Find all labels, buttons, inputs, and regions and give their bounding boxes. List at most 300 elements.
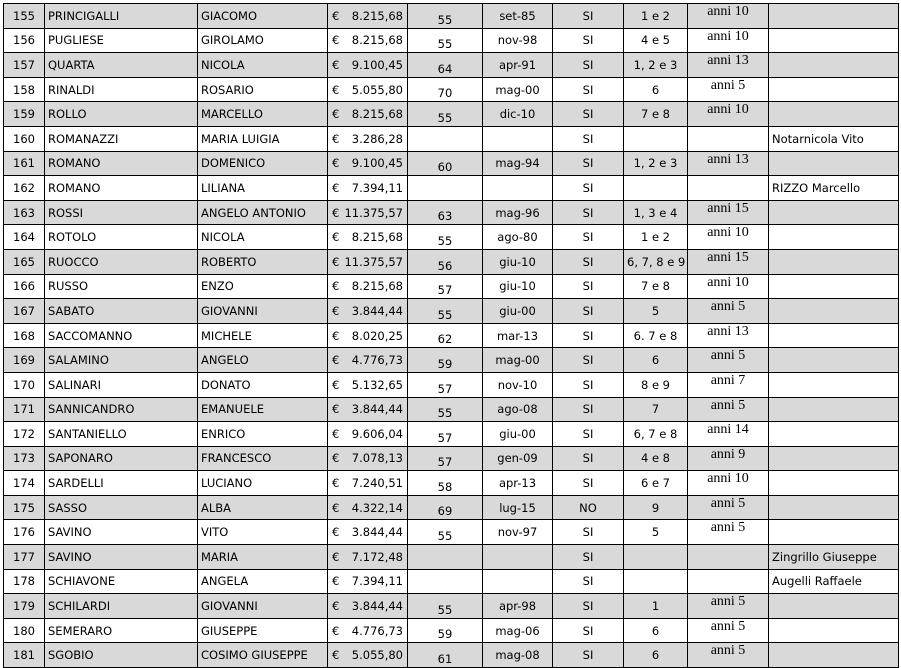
anni-cell xyxy=(688,545,769,570)
anni-cell: anni 10 xyxy=(688,102,769,127)
amount-cell xyxy=(328,53,408,78)
first-name-cell: LUCIANO xyxy=(198,471,328,496)
surname-cell: SALAMINO xyxy=(45,348,198,373)
anni-cell: anni 5 xyxy=(688,77,769,102)
amount-cell xyxy=(328,102,408,127)
currency-symbol: € xyxy=(332,279,340,294)
date-cell: mag-06 xyxy=(483,618,553,643)
flag-cell: SI xyxy=(553,545,624,570)
row-number-cell: 156 xyxy=(4,28,45,53)
figli-cell: 6, 7 e 8 xyxy=(624,422,688,447)
flag-cell: SI xyxy=(553,299,624,324)
first-name-cell: ENRICO xyxy=(198,422,328,447)
surname-cell: SACCOMANNO xyxy=(45,323,198,348)
flag-cell: SI xyxy=(553,520,624,545)
table-row xyxy=(4,471,899,496)
currency-symbol: € xyxy=(332,82,340,97)
date-cell xyxy=(483,569,553,594)
currency-symbol: € xyxy=(332,107,340,122)
surname-cell: SALINARI xyxy=(45,372,198,397)
anni-cell: anni 5 xyxy=(688,618,769,643)
amount-value: 4.776,73 xyxy=(351,353,403,368)
surname-cell: PRINCIGALLI xyxy=(45,4,198,29)
age-cell: 58 xyxy=(408,471,483,496)
amount-cell xyxy=(328,323,408,348)
flag-cell: SI xyxy=(553,4,624,29)
surname-cell: SANNICANDRO xyxy=(45,397,198,422)
age-cell xyxy=(408,126,483,151)
age-cell: 55 xyxy=(408,397,483,422)
currency-symbol: € xyxy=(332,377,340,392)
figli-cell xyxy=(624,176,688,201)
date-cell: dic-10 xyxy=(483,102,553,127)
age-cell: 55 xyxy=(408,594,483,619)
amount-cell xyxy=(328,594,408,619)
surname-cell: SAVINO xyxy=(45,520,198,545)
figli-cell xyxy=(624,126,688,151)
anni-cell: anni 14 xyxy=(688,422,769,447)
note-cell xyxy=(769,495,899,520)
row-number-cell: 162 xyxy=(4,176,45,201)
row-number-cell: 172 xyxy=(4,422,45,447)
note-cell xyxy=(769,422,899,447)
figli-cell: 1, 3 e 4 xyxy=(624,200,688,225)
table-row xyxy=(4,397,899,422)
surname-cell: SANTANIELLO xyxy=(45,422,198,447)
note-cell xyxy=(769,249,899,274)
surname-cell: RINALDI xyxy=(45,77,198,102)
row-number-cell: 174 xyxy=(4,471,45,496)
flag-cell: SI xyxy=(553,594,624,619)
amount-value: 8.215,68 xyxy=(351,107,403,122)
table-row xyxy=(4,594,899,619)
amount-value: 3.844,44 xyxy=(351,402,403,417)
row-number-cell: 157 xyxy=(4,53,45,78)
age-cell xyxy=(408,176,483,201)
surname-cell: SABATO xyxy=(45,299,198,324)
currency-symbol: € xyxy=(332,599,340,614)
row-number-cell: 168 xyxy=(4,323,45,348)
first-name-cell: GIROLAMO xyxy=(198,28,328,53)
first-name-cell: EMANUELE xyxy=(198,397,328,422)
table-body xyxy=(4,4,899,668)
flag-cell: SI xyxy=(553,471,624,496)
date-cell: lug-15 xyxy=(483,495,553,520)
age-cell: 55 xyxy=(408,4,483,29)
anni-cell: anni 5 xyxy=(688,299,769,324)
figli-cell: 8 e 9 xyxy=(624,372,688,397)
amount-cell xyxy=(328,28,408,53)
currency-symbol: € xyxy=(332,328,340,343)
amount-cell xyxy=(328,200,408,225)
flag-cell: SI xyxy=(553,274,624,299)
age-cell xyxy=(408,545,483,570)
amount-value: 5.055,80 xyxy=(351,648,403,663)
flag-cell: SI xyxy=(553,200,624,225)
figli-cell: 5 xyxy=(624,299,688,324)
amount-cell xyxy=(328,618,408,643)
date-cell: apr-91 xyxy=(483,53,553,78)
currency-symbol: € xyxy=(332,8,340,23)
first-name-cell: NICOLA xyxy=(198,225,328,250)
anni-cell: anni 5 xyxy=(688,495,769,520)
age-cell: 63 xyxy=(408,200,483,225)
anni-cell: anni 10 xyxy=(688,274,769,299)
flag-cell: SI xyxy=(553,569,624,594)
date-cell: set-85 xyxy=(483,4,553,29)
figli-cell: 6 e 7 xyxy=(624,471,688,496)
table-row xyxy=(4,299,899,324)
flag-cell: SI xyxy=(553,348,624,373)
currency-symbol: € xyxy=(332,57,340,72)
figli-cell xyxy=(624,545,688,570)
currency-symbol: € xyxy=(332,353,340,368)
flag-cell: SI xyxy=(553,249,624,274)
surname-cell: RUOCCO xyxy=(45,249,198,274)
amount-cell xyxy=(328,495,408,520)
flag-cell: SI xyxy=(553,397,624,422)
amount-value: 3.286,28 xyxy=(351,131,403,146)
currency-symbol: € xyxy=(332,623,340,638)
row-number-cell: 164 xyxy=(4,225,45,250)
anni-cell: anni 15 xyxy=(688,200,769,225)
first-name-cell: ANGELO xyxy=(198,348,328,373)
note-cell xyxy=(769,446,899,471)
figli-cell: 7 xyxy=(624,397,688,422)
age-cell: 57 xyxy=(408,274,483,299)
amount-value: 8.215,68 xyxy=(351,8,403,23)
flag-cell: SI xyxy=(553,643,624,668)
currency-symbol: € xyxy=(332,426,340,441)
first-name-cell: DOMENICO xyxy=(198,151,328,176)
date-cell: giu-10 xyxy=(483,249,553,274)
amount-cell xyxy=(328,4,408,29)
row-number-cell: 170 xyxy=(4,372,45,397)
age-cell: 55 xyxy=(408,299,483,324)
surname-cell: SGOBIO xyxy=(45,643,198,668)
age-cell: 69 xyxy=(408,495,483,520)
row-number-cell: 173 xyxy=(4,446,45,471)
surname-cell: SCHILARDI xyxy=(45,594,198,619)
table-row xyxy=(4,225,899,250)
anni-cell xyxy=(688,126,769,151)
age-cell: 57 xyxy=(408,372,483,397)
figli-cell: 4 e 8 xyxy=(624,446,688,471)
surname-cell: SASSO xyxy=(45,495,198,520)
currency-symbol: € xyxy=(332,476,340,491)
figli-cell: 5 xyxy=(624,520,688,545)
table-row xyxy=(4,28,899,53)
amount-cell xyxy=(328,126,408,151)
row-number-cell: 175 xyxy=(4,495,45,520)
table-row xyxy=(4,643,899,668)
flag-cell: SI xyxy=(553,151,624,176)
table-row xyxy=(4,545,899,570)
age-cell: 55 xyxy=(408,102,483,127)
amount-value: 3.844,44 xyxy=(351,525,403,540)
age-cell: 70 xyxy=(408,77,483,102)
date-cell: mag-96 xyxy=(483,200,553,225)
table-row xyxy=(4,126,899,151)
surname-cell: QUARTA xyxy=(45,53,198,78)
amount-cell xyxy=(328,249,408,274)
anni-cell: anni 5 xyxy=(688,397,769,422)
note-cell xyxy=(769,520,899,545)
date-cell: giu-00 xyxy=(483,422,553,447)
note-cell xyxy=(769,372,899,397)
flag-cell: SI xyxy=(553,126,624,151)
flag-cell: SI xyxy=(553,323,624,348)
surname-cell: ROMANO xyxy=(45,176,198,201)
amount-cell xyxy=(328,372,408,397)
first-name-cell: ENZO xyxy=(198,274,328,299)
table-row xyxy=(4,372,899,397)
note-cell xyxy=(769,618,899,643)
figli-cell: 6 xyxy=(624,348,688,373)
amount-value: 4.322,14 xyxy=(351,500,403,515)
currency-symbol: € xyxy=(332,648,340,663)
row-number-cell: 158 xyxy=(4,77,45,102)
table-row xyxy=(4,53,899,78)
currency-symbol: € xyxy=(332,525,340,540)
first-name-cell: COSIMO GIUSEPPE xyxy=(198,643,328,668)
anni-cell: anni 10 xyxy=(688,4,769,29)
row-number-cell: 176 xyxy=(4,520,45,545)
surname-cell: RUSSO xyxy=(45,274,198,299)
amount-cell xyxy=(328,274,408,299)
first-name-cell: ROSARIO xyxy=(198,77,328,102)
anni-cell: anni 5 xyxy=(688,520,769,545)
date-cell: nov-10 xyxy=(483,372,553,397)
row-number-cell: 171 xyxy=(4,397,45,422)
flag-cell: SI xyxy=(553,225,624,250)
figli-cell: 6, 7, 8 e 9 xyxy=(624,249,688,274)
note-cell xyxy=(769,643,899,668)
date-cell: mag-00 xyxy=(483,77,553,102)
first-name-cell: ROBERTO xyxy=(198,249,328,274)
surname-cell: SAVINO xyxy=(45,545,198,570)
first-name-cell: GIOVANNI xyxy=(198,594,328,619)
amount-value: 11.375,57 xyxy=(344,205,403,220)
flag-cell: SI xyxy=(553,372,624,397)
amount-value: 7.394,11 xyxy=(351,180,403,195)
date-cell: mag-08 xyxy=(483,643,553,668)
first-name-cell: MARIA LUIGIA xyxy=(198,126,328,151)
row-number-cell: 177 xyxy=(4,545,45,570)
table-row xyxy=(4,348,899,373)
amount-value: 9.100,45 xyxy=(351,156,403,171)
figli-cell: 7 e 8 xyxy=(624,274,688,299)
table-row xyxy=(4,422,899,447)
note-cell xyxy=(769,299,899,324)
note-cell: Augelli Raffaele xyxy=(769,569,899,594)
date-cell: nov-98 xyxy=(483,28,553,53)
anni-cell: anni 7 xyxy=(688,372,769,397)
figli-cell: 1 e 2 xyxy=(624,4,688,29)
age-cell: 56 xyxy=(408,249,483,274)
date-cell: ago-80 xyxy=(483,225,553,250)
figli-cell: 1 e 2 xyxy=(624,225,688,250)
currency-symbol: € xyxy=(332,131,340,146)
currency-symbol: € xyxy=(332,303,340,318)
amount-cell xyxy=(328,446,408,471)
date-cell: giu-00 xyxy=(483,299,553,324)
row-number-cell: 163 xyxy=(4,200,45,225)
figli-cell xyxy=(624,569,688,594)
figli-cell: 6 xyxy=(624,77,688,102)
age-cell: 55 xyxy=(408,28,483,53)
anni-cell: anni 5 xyxy=(688,643,769,668)
date-cell: giu-10 xyxy=(483,274,553,299)
first-name-cell: MICHELE xyxy=(198,323,328,348)
date-cell: nov-97 xyxy=(483,520,553,545)
note-cell xyxy=(769,77,899,102)
amount-cell xyxy=(328,545,408,570)
amount-cell xyxy=(328,471,408,496)
first-name-cell: NICOLA xyxy=(198,53,328,78)
note-cell xyxy=(769,274,899,299)
row-number-cell: 178 xyxy=(4,569,45,594)
note-cell xyxy=(769,102,899,127)
flag-cell: SI xyxy=(553,53,624,78)
table-row xyxy=(4,520,899,545)
amount-value: 3.844,44 xyxy=(351,599,403,614)
amount-cell xyxy=(328,520,408,545)
date-cell: mar-13 xyxy=(483,323,553,348)
amount-value: 7.078,13 xyxy=(351,451,403,466)
amount-value: 5.055,80 xyxy=(351,82,403,97)
currency-symbol: € xyxy=(332,402,340,417)
note-cell: Notarnicola Vito xyxy=(769,126,899,151)
currency-symbol: € xyxy=(332,549,340,564)
age-cell: 57 xyxy=(408,446,483,471)
first-name-cell: MARCELLO xyxy=(198,102,328,127)
note-cell xyxy=(769,397,899,422)
anni-cell: anni 15 xyxy=(688,249,769,274)
table-row xyxy=(4,102,899,127)
surname-cell: SAPONARO xyxy=(45,446,198,471)
amount-cell xyxy=(328,348,408,373)
currency-symbol: € xyxy=(332,574,340,589)
note-cell xyxy=(769,348,899,373)
age-cell: 55 xyxy=(408,225,483,250)
table-row xyxy=(4,151,899,176)
first-name-cell: ANGELO ANTONIO xyxy=(198,200,328,225)
first-name-cell: LILIANA xyxy=(198,176,328,201)
first-name-cell: GIACOMO xyxy=(198,4,328,29)
row-number-cell: 169 xyxy=(4,348,45,373)
surname-cell: PUGLIESE xyxy=(45,28,198,53)
age-cell xyxy=(408,569,483,594)
amount-value: 3.844,44 xyxy=(351,303,403,318)
age-cell: 57 xyxy=(408,422,483,447)
currency-symbol: € xyxy=(332,254,340,269)
first-name-cell: ALBA xyxy=(198,495,328,520)
table-row xyxy=(4,569,899,594)
anni-cell xyxy=(688,176,769,201)
note-cell xyxy=(769,53,899,78)
date-cell xyxy=(483,126,553,151)
note-cell: Zingrillo Giuseppe xyxy=(769,545,899,570)
row-number-cell: 179 xyxy=(4,594,45,619)
anni-cell: anni 10 xyxy=(688,28,769,53)
surname-cell: ROLLO xyxy=(45,102,198,127)
amount-value: 8.215,68 xyxy=(351,230,403,245)
amount-value: 4.776,73 xyxy=(351,623,403,638)
currency-symbol: € xyxy=(332,205,340,220)
currency-symbol: € xyxy=(332,230,340,245)
amount-value: 9.606,04 xyxy=(351,426,403,441)
flag-cell: SI xyxy=(553,446,624,471)
age-cell: 60 xyxy=(408,151,483,176)
age-cell: 55 xyxy=(408,520,483,545)
row-number-cell: 167 xyxy=(4,299,45,324)
row-number-cell: 155 xyxy=(4,4,45,29)
first-name-cell: VITO xyxy=(198,520,328,545)
figli-cell: 9 xyxy=(624,495,688,520)
row-number-cell: 159 xyxy=(4,102,45,127)
amount-cell xyxy=(328,643,408,668)
note-cell xyxy=(769,28,899,53)
table-row xyxy=(4,446,899,471)
currency-symbol: € xyxy=(332,180,340,195)
table-row xyxy=(4,77,899,102)
first-name-cell: ANGELA xyxy=(198,569,328,594)
figli-cell: 1, 2 e 3 xyxy=(624,151,688,176)
age-cell: 62 xyxy=(408,323,483,348)
anni-cell: anni 13 xyxy=(688,53,769,78)
row-number-cell: 180 xyxy=(4,618,45,643)
flag-cell: SI xyxy=(553,618,624,643)
currency-symbol: € xyxy=(332,33,340,48)
amount-value: 7.394,11 xyxy=(351,574,403,589)
note-cell xyxy=(769,594,899,619)
note-cell xyxy=(769,4,899,29)
date-cell: apr-98 xyxy=(483,594,553,619)
flag-cell: SI xyxy=(553,422,624,447)
table-row xyxy=(4,274,899,299)
table-row xyxy=(4,176,899,201)
row-number-cell: 166 xyxy=(4,274,45,299)
currency-symbol: € xyxy=(332,156,340,171)
table-row xyxy=(4,618,899,643)
anni-cell: anni 13 xyxy=(688,151,769,176)
row-number-cell: 165 xyxy=(4,249,45,274)
row-number-cell: 160 xyxy=(4,126,45,151)
date-cell: mag-00 xyxy=(483,348,553,373)
first-name-cell: FRANCESCO xyxy=(198,446,328,471)
figli-cell: 6. 7 e 8 xyxy=(624,323,688,348)
amount-value: 8.215,68 xyxy=(351,33,403,48)
surname-cell: SCHIAVONE xyxy=(45,569,198,594)
first-name-cell: GIUSEPPE xyxy=(198,618,328,643)
note-cell xyxy=(769,151,899,176)
amount-value: 9.100,45 xyxy=(351,57,403,72)
note-cell: RIZZO Marcello xyxy=(769,176,899,201)
anni-cell: anni 10 xyxy=(688,225,769,250)
note-cell xyxy=(769,323,899,348)
age-cell: 64 xyxy=(408,53,483,78)
amount-value: 8.020,25 xyxy=(351,328,403,343)
anni-cell xyxy=(688,569,769,594)
note-cell xyxy=(769,200,899,225)
amount-value: 8.215,68 xyxy=(351,279,403,294)
data-table xyxy=(3,3,899,668)
table-row xyxy=(4,323,899,348)
age-cell: 61 xyxy=(408,643,483,668)
amount-value: 7.240,51 xyxy=(351,476,403,491)
amount-value: 11.375,57 xyxy=(344,254,403,269)
